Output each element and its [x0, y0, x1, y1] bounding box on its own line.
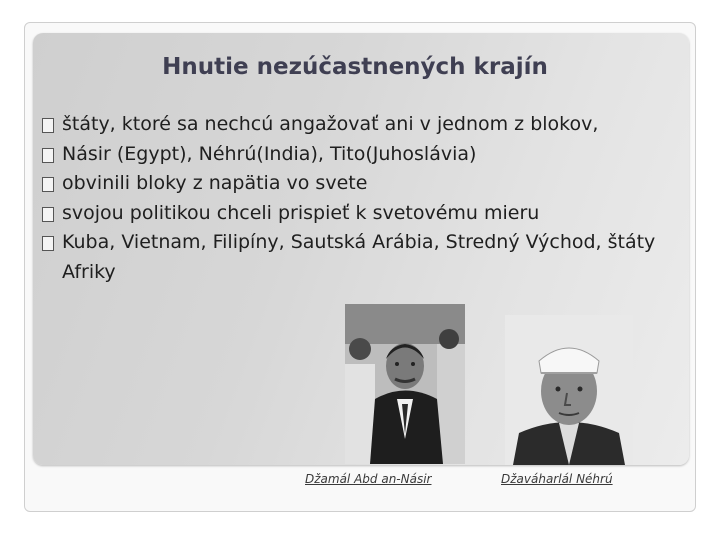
bullet-item: [42, 199, 682, 229]
bullet-list: [42, 110, 682, 287]
bullet-item: [42, 169, 682, 199]
bullet-text: Násir (Egypt), Néhrú(India), Tito(Juhoslávia): [62, 142, 477, 165]
bullet-box-icon: [42, 118, 54, 133]
bullet-box-icon: [42, 207, 54, 222]
bullet-text: obvinili bloky z napätia vo svete: [62, 172, 368, 194]
bullet-box-icon: [42, 177, 54, 192]
slide-title: Hnutie nezúčastnených krajín: [162, 54, 548, 80]
bullet-box-icon: [42, 236, 54, 251]
bullet-text: štáty, ktoré sa nechcú angažovať ani v jednom z blokov,: [62, 113, 599, 135]
bullet-item: [42, 140, 682, 170]
caption-nasser[interactable]: Džamál Abd an-Násir: [305, 472, 432, 486]
bullet-text: Kuba, Vietnam, Filipíny, Sautská Arábia, Stredný Východ, štáty Afriky: [62, 231, 656, 283]
portrait-photo-nasser: [345, 304, 465, 464]
bullet-box-icon: [42, 148, 54, 163]
caption-nehru[interactable]: Džaváharlál Néhrú: [501, 472, 613, 486]
bullet-text: svojou politikou chceli prispieť k svetovému mieru: [62, 201, 540, 224]
portrait-photo-nehru: [505, 315, 633, 465]
bullet-item: [42, 110, 682, 140]
bullet-item: [42, 228, 682, 287]
